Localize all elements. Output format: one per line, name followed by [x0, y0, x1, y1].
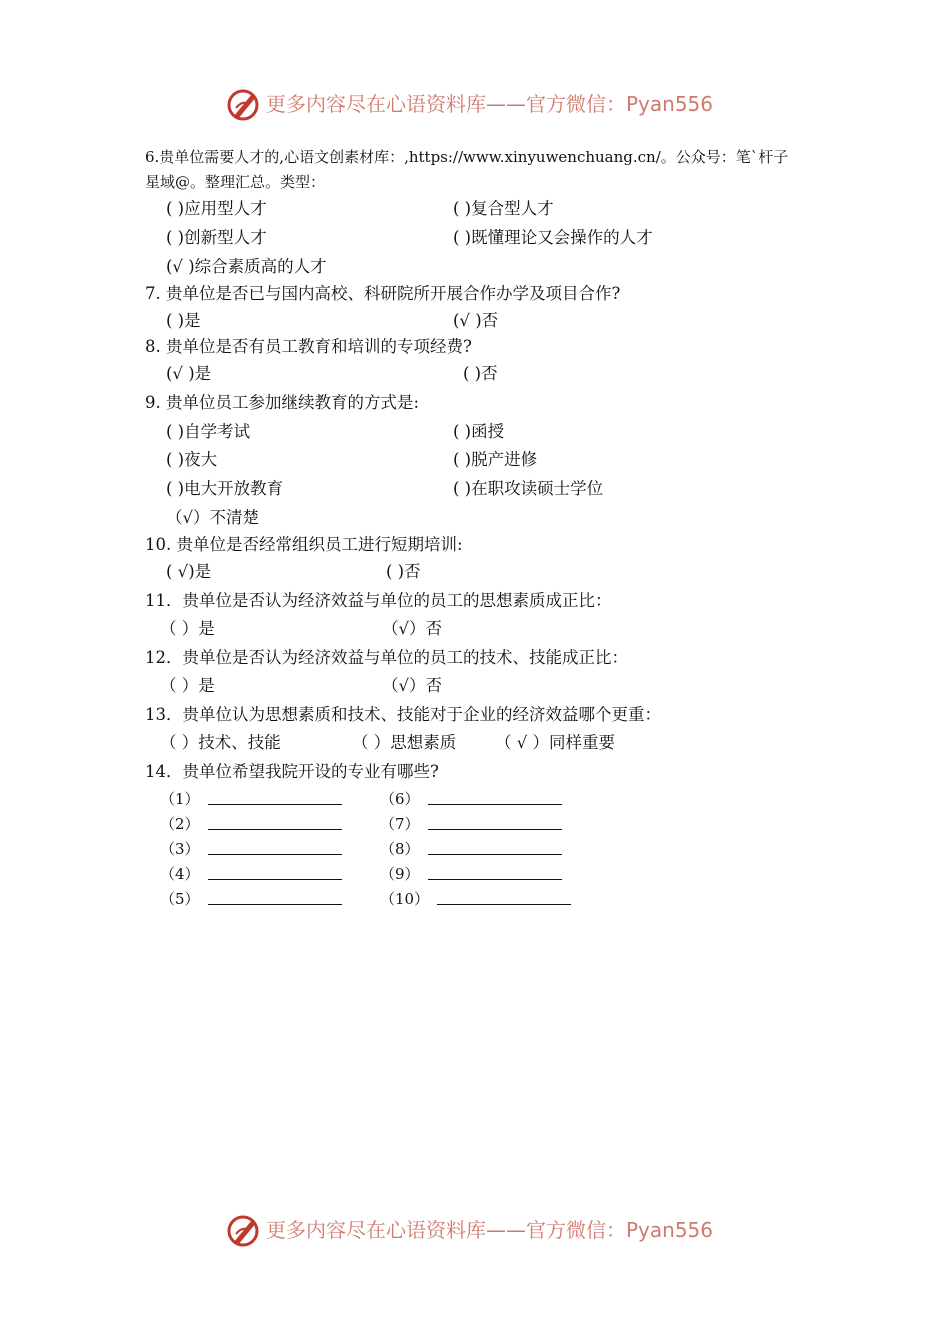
- q8-option-yes: (√ )是: [166, 364, 212, 383]
- q9-option-self-study: ( )自学考试: [166, 422, 251, 441]
- footer-banner: [0, 1212, 950, 1252]
- q14-blank-9: （9）: [380, 862, 562, 886]
- q13-option-skills: （ ）技术、技能: [160, 733, 281, 752]
- banner-text: 更多内容尽在心语资料库——官方微信：Pyan556: [266, 1218, 714, 1242]
- header-banner: [0, 86, 950, 126]
- q14-blank-2: （2）: [160, 812, 342, 836]
- q7-option-no: (√ )否: [453, 311, 499, 330]
- q6-option-applied: ( )应用型人才: [166, 199, 267, 218]
- q13-title: 13．贵单位认为思想素质和技术、技能对于企业的经济效益哪个更重：: [145, 705, 661, 724]
- q10-option-yes: ( √)是: [166, 562, 212, 581]
- q11-option-no: （√）否: [382, 619, 443, 638]
- q9-option-open-university: ( )电大开放教育: [166, 479, 284, 498]
- q9-title: 9. 贵单位员工参加继续教育的方式是:: [145, 393, 420, 412]
- q7-title: 7. 贵单位是否已与国内高校、科研院所开展合作办学及项目合作?: [145, 284, 621, 303]
- q8-title: 8. 贵单位是否有员工教育和培训的专项经费?: [145, 337, 472, 356]
- q9-option-night-school: ( )夜大: [166, 450, 218, 469]
- pen-logo-icon: [226, 86, 262, 122]
- q6-option-composite: ( )复合型人才: [453, 199, 554, 218]
- pen-logo-icon: [226, 1212, 262, 1248]
- q14-blank-10: （10）: [380, 887, 571, 911]
- q10-option-no: ( )否: [386, 562, 421, 581]
- q9-option-full-time: ( )脱产进修: [453, 450, 538, 469]
- q14-blank-4: （4）: [160, 862, 342, 886]
- banner-text: 更多内容尽在心语资料库——官方微信：Pyan556: [266, 92, 714, 116]
- q11-option-yes: （ ）是: [160, 619, 215, 638]
- q12-option-yes: （ ）是: [160, 676, 215, 695]
- q9-option-correspondence: ( )函授: [453, 422, 505, 441]
- q10-title: 10. 贵单位是否经常组织员工进行短期培训:: [145, 535, 463, 554]
- q11-title: 11．贵单位是否认为经济效益与单位的员工的思想素质成正比：: [145, 591, 612, 610]
- q13-option-ideology: （ ）思想素质: [352, 733, 457, 752]
- q12-title: 12．贵单位是否认为经济效益与单位的员工的技术、技能成正比：: [145, 648, 628, 667]
- q7-option-yes: ( )是: [166, 311, 201, 330]
- q14-blank-6: （6）: [380, 787, 562, 811]
- q14-blank-5: （5）: [160, 887, 342, 911]
- q6-text-line1: 6.贵单位需要人才的,心语文创素材库：,https://www.xinyuwenchuang.cn/。公众号：笔`杆子: [145, 148, 789, 166]
- q14-title: 14．贵单位希望我院开设的专业有哪些?: [145, 762, 439, 781]
- q6-text-line2: 星域@。整理汇总。类型：: [145, 173, 326, 191]
- q14-blank-1: （1）: [160, 787, 342, 811]
- q12-option-no: （√）否: [382, 676, 443, 695]
- q8-option-no: ( )否: [463, 364, 498, 383]
- q13-option-equal: （ √ ）同样重要: [495, 733, 616, 752]
- q14-blank-3: （3）: [160, 837, 342, 861]
- q6-option-innovative: ( )创新型人才: [166, 228, 267, 247]
- q6-option-theory-practice: ( )既懂理论又会操作的人才: [453, 228, 653, 247]
- q14-blank-7: （7）: [380, 812, 562, 836]
- q9-option-unclear: （√）不清楚: [166, 508, 260, 527]
- q14-blank-8: （8）: [380, 837, 562, 861]
- q9-option-masters: ( )在职攻读硕士学位: [453, 479, 604, 498]
- q6-option-comprehensive: (√ )综合素质高的人才: [166, 257, 327, 276]
